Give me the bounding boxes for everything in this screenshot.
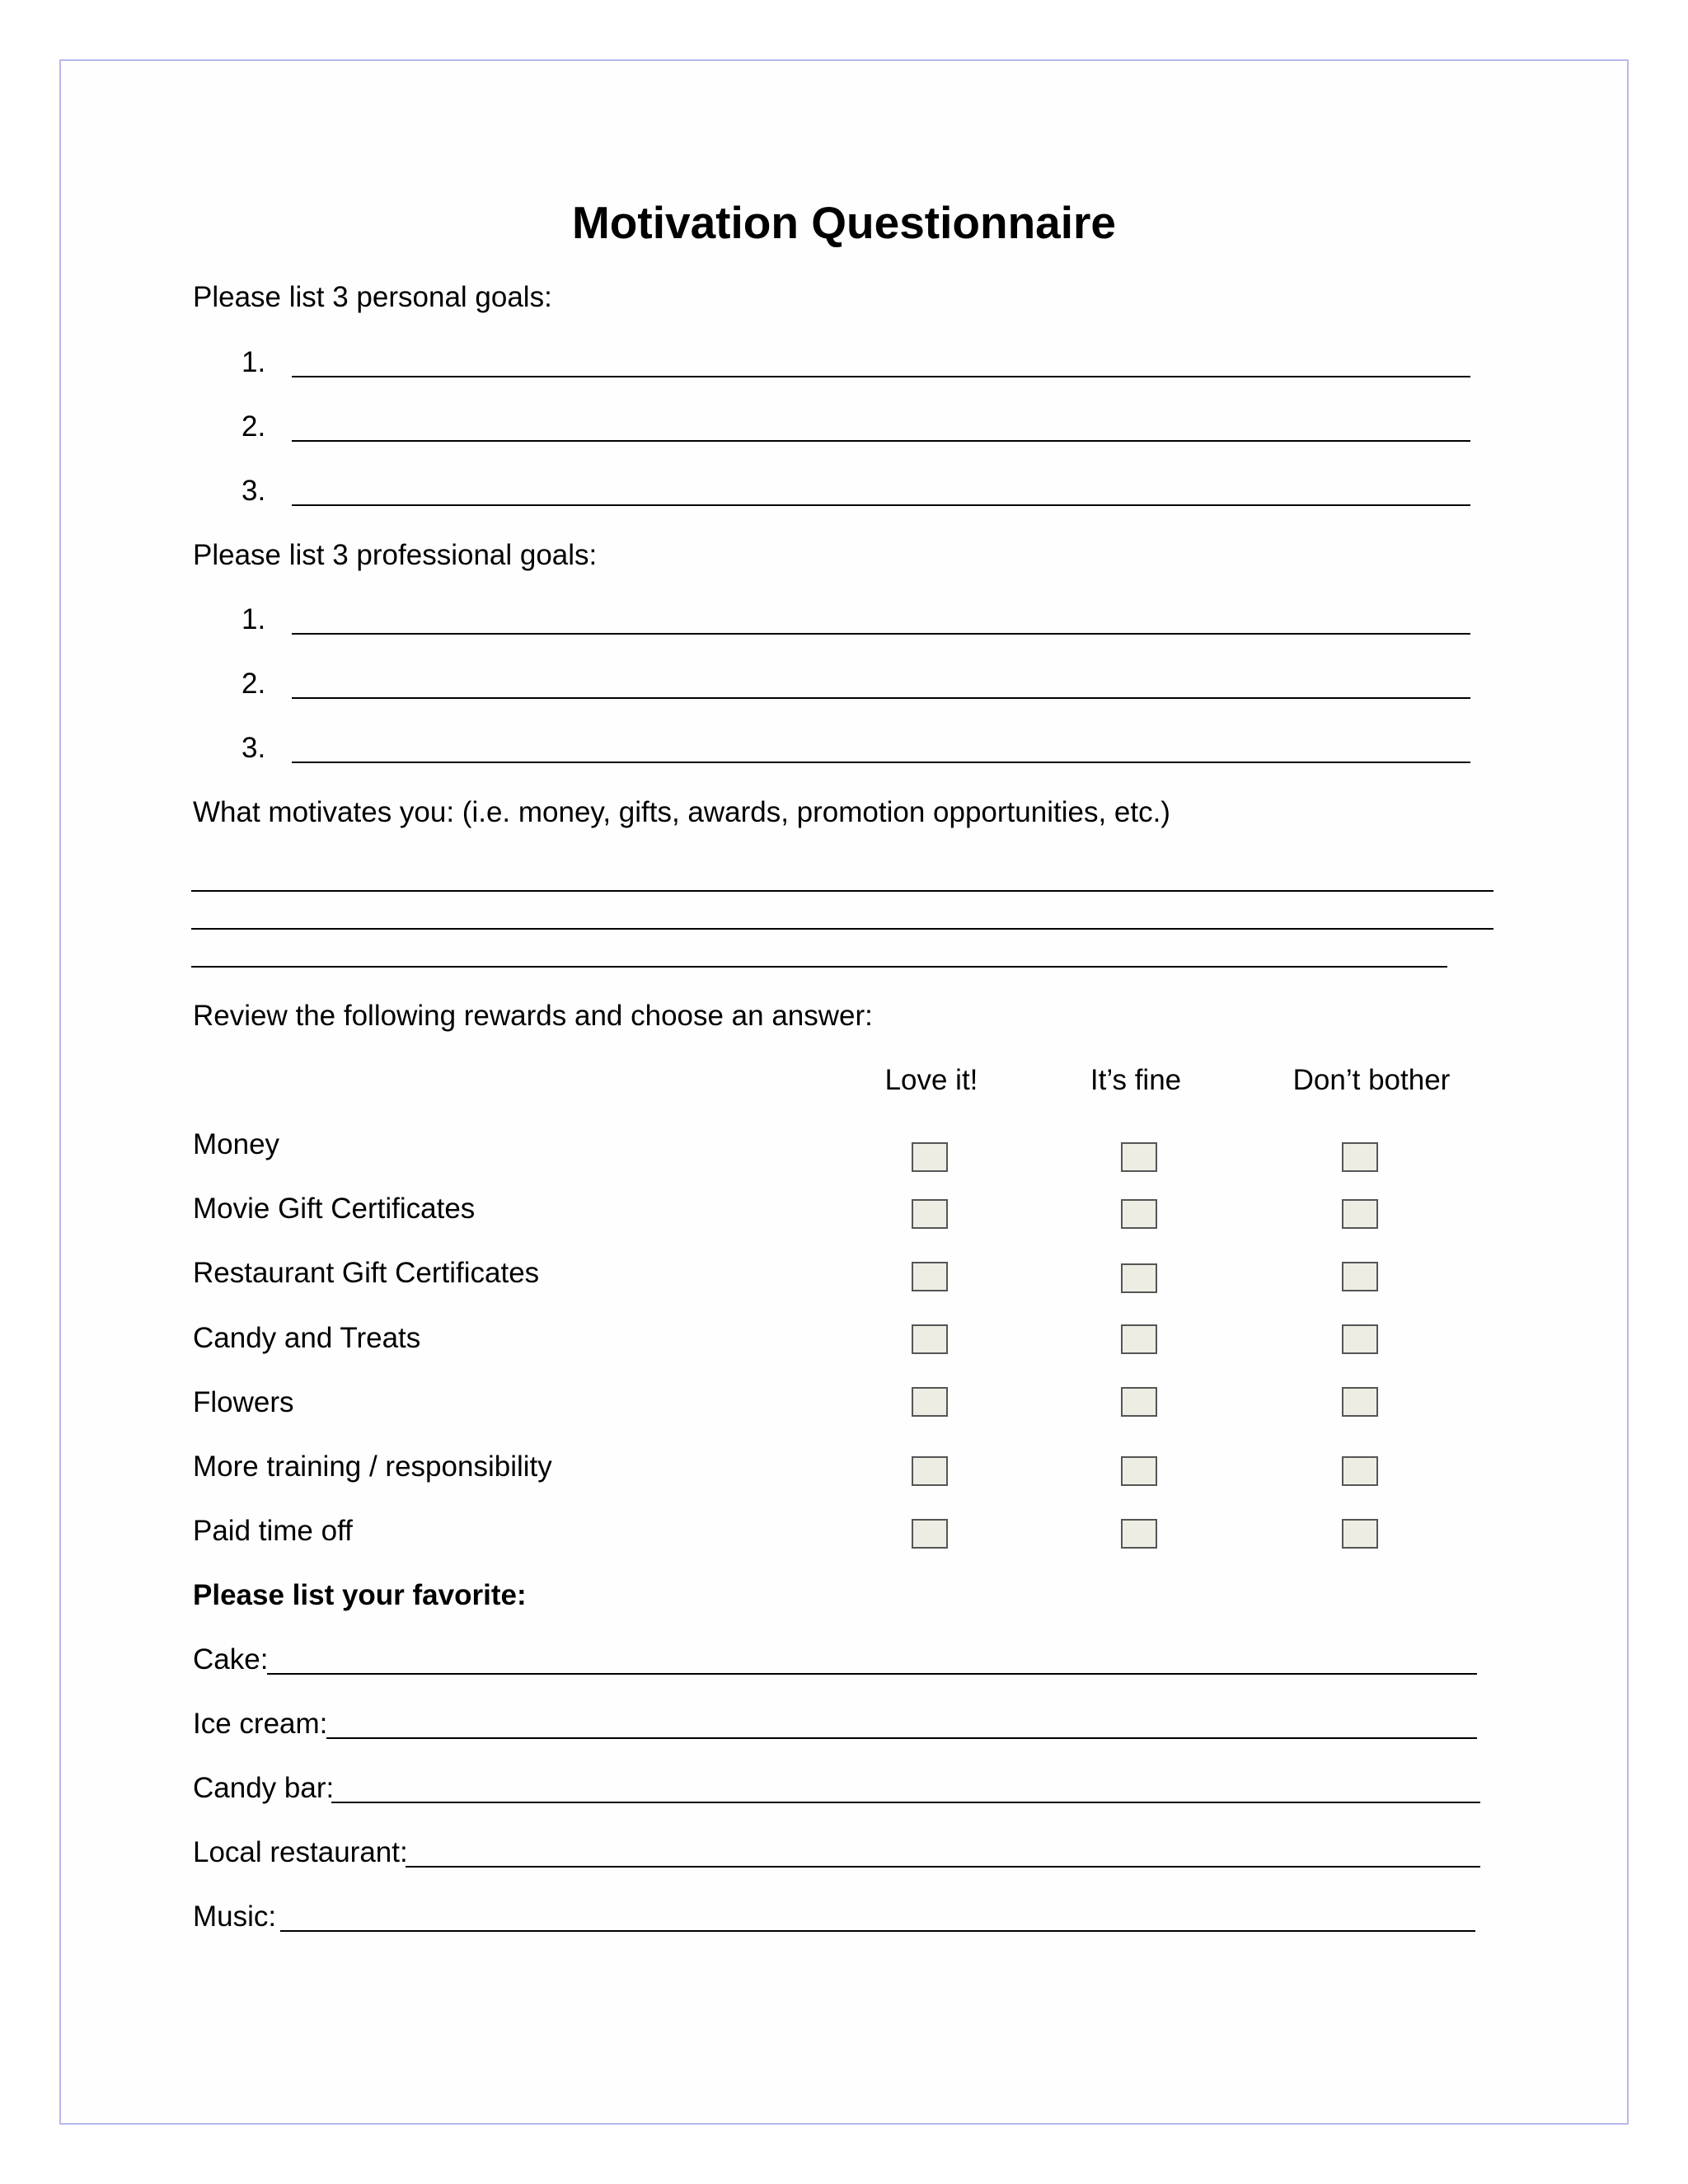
professional-goals-prompt: Please list 3 professional goals:: [193, 539, 598, 571]
movie-love-it-checkbox[interactable]: [912, 1199, 948, 1229]
favorites-heading: Please list your favorite:: [193, 1579, 527, 1611]
reward-label-money: Money: [193, 1128, 280, 1160]
favorite-ice-cream-field[interactable]: [326, 1737, 1477, 1739]
professional-goal-2-field[interactable]: [292, 697, 1470, 699]
motivates-answer-line-1[interactable]: [191, 890, 1493, 892]
flowers-love-it-checkbox[interactable]: [912, 1387, 948, 1417]
training-its-fine-checkbox[interactable]: [1121, 1456, 1157, 1486]
professional-goal-number-2: 2.: [241, 668, 266, 700]
personal-goal-3-field[interactable]: [292, 504, 1470, 506]
reward-label-restaurant-gift-certificates: Restaurant Gift Certificates: [193, 1257, 540, 1289]
professional-goal-number-1: 1.: [241, 603, 266, 635]
motivates-answer-line-3[interactable]: [191, 966, 1447, 968]
training-love-it-checkbox[interactable]: [912, 1456, 948, 1486]
favorite-ice-cream-label: Ice cream:: [193, 1708, 328, 1740]
reward-label-candy-and-treats: Candy and Treats: [193, 1322, 421, 1354]
favorite-music-label: Music:: [193, 1900, 277, 1933]
reward-label-paid-time-off: Paid time off: [193, 1515, 353, 1547]
money-love-it-checkbox[interactable]: [912, 1142, 948, 1172]
personal-goal-number-3: 3.: [241, 475, 266, 507]
personal-goal-1-field[interactable]: [292, 376, 1470, 377]
restaurant-dont-bother-checkbox[interactable]: [1342, 1262, 1378, 1291]
column-dont-bother: Don’t bother: [1292, 1064, 1451, 1096]
movie-its-fine-checkbox[interactable]: [1121, 1199, 1157, 1229]
personal-goal-number-1: 1.: [241, 346, 266, 378]
money-dont-bother-checkbox[interactable]: [1342, 1142, 1378, 1172]
favorite-candy-bar-field[interactable]: [331, 1802, 1480, 1803]
professional-goal-number-3: 3.: [241, 732, 266, 764]
flowers-dont-bother-checkbox[interactable]: [1342, 1387, 1378, 1417]
restaurant-love-it-checkbox[interactable]: [912, 1262, 948, 1291]
favorite-cake-label: Cake:: [193, 1643, 269, 1675]
personal-goals-prompt: Please list 3 personal goals:: [193, 281, 552, 313]
favorite-music-field[interactable]: [280, 1930, 1475, 1932]
reward-label-more-training: More training / responsibility: [193, 1451, 552, 1483]
money-its-fine-checkbox[interactable]: [1121, 1142, 1157, 1172]
column-love-it: Love it!: [884, 1064, 978, 1096]
favorite-cake-field[interactable]: [267, 1673, 1477, 1675]
personal-goal-number-2: 2.: [241, 410, 266, 443]
favorite-candy-bar-label: Candy bar:: [193, 1772, 335, 1804]
flowers-its-fine-checkbox[interactable]: [1121, 1387, 1157, 1417]
reward-label-flowers: Flowers: [193, 1386, 294, 1418]
professional-goal-1-field[interactable]: [292, 633, 1470, 635]
movie-dont-bother-checkbox[interactable]: [1342, 1199, 1378, 1229]
candy-its-fine-checkbox[interactable]: [1121, 1324, 1157, 1354]
column-its-fine: It’s fine: [1090, 1064, 1182, 1096]
pto-love-it-checkbox[interactable]: [912, 1519, 948, 1549]
personal-goal-2-field[interactable]: [292, 440, 1470, 442]
training-dont-bother-checkbox[interactable]: [1342, 1456, 1378, 1486]
favorite-local-restaurant-field[interactable]: [406, 1866, 1480, 1868]
motivates-answer-line-2[interactable]: [191, 928, 1493, 930]
pto-dont-bother-checkbox[interactable]: [1342, 1519, 1378, 1549]
candy-dont-bother-checkbox[interactable]: [1342, 1324, 1378, 1354]
motivates-prompt: What motivates you: (i.e. money, gifts, awards, promotion opportunities, etc.): [193, 796, 1170, 828]
professional-goal-3-field[interactable]: [292, 762, 1470, 763]
favorite-local-restaurant-label: Local restaurant:: [193, 1836, 408, 1868]
candy-love-it-checkbox[interactable]: [912, 1324, 948, 1354]
reward-label-movie-gift-certificates: Movie Gift Certificates: [193, 1193, 476, 1225]
rewards-prompt: Review the following rewards and choose an answer:: [193, 1000, 873, 1032]
pto-its-fine-checkbox[interactable]: [1121, 1519, 1157, 1549]
restaurant-its-fine-checkbox[interactable]: [1121, 1263, 1157, 1293]
page-title: Motivation Questionnaire: [571, 197, 1117, 248]
